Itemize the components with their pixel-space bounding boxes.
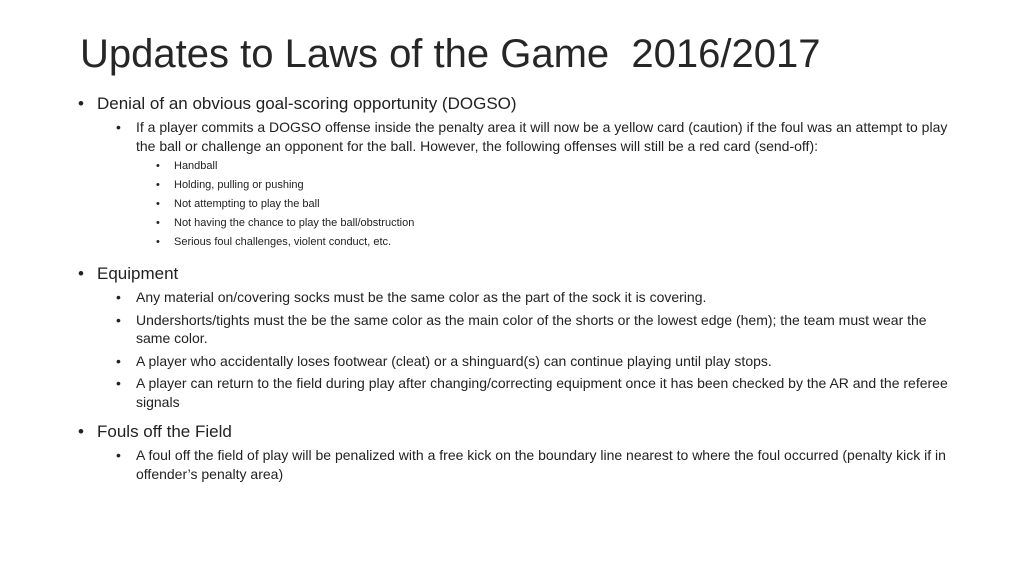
- sub-list-item: [78, 197, 958, 211]
- bullet-icon: •: [116, 119, 121, 135]
- list-item-text: A player can return to the field during play after changing/correcting equipment once it has been checked by the AR and the referee signals: [136, 375, 948, 410]
- sub-list-item-text: Serious foul challenges, violent conduct, etc.: [174, 236, 392, 248]
- bullet-icon: •: [156, 179, 160, 191]
- bullet-icon: •: [156, 160, 160, 172]
- list-item-text: A foul off the field of play will be penalized with a free kick on the boundary line nearest to where the foul occurred (penalty kick if in offender’s penalty area): [136, 447, 946, 482]
- bullet-icon: •: [156, 236, 160, 248]
- section-heading-text: Denial of an obvious goal-scoring opportunity (DOGSO): [97, 94, 517, 113]
- bullet-icon: •: [156, 217, 160, 229]
- sub-list-item: [78, 159, 958, 173]
- section-heading-equipment: [78, 263, 958, 285]
- list-item: [78, 374, 958, 411]
- slide-content: [78, 93, 958, 483]
- bullet-icon: •: [116, 289, 121, 305]
- bullet-icon: •: [78, 264, 84, 283]
- list-item: [78, 352, 958, 371]
- list-item: [78, 288, 958, 307]
- sub-list-item: [78, 235, 958, 249]
- sub-list-item-text: Handball: [174, 160, 218, 172]
- slide-title: Updates to Laws of the Game 2016/2017: [80, 32, 821, 76]
- list-item-text: Undershorts/tights must the be the same color as the main color of the shorts or the lowest edge (hem); the team must wear the same color.: [136, 311, 927, 346]
- bullet-icon: •: [116, 311, 121, 328]
- sub-list-item: [78, 216, 958, 230]
- section-heading-fouls-off-field: [78, 421, 958, 443]
- sub-list-item-text: Not attempting to play the ball: [174, 198, 320, 210]
- list-item-text: If a player commits a DOGSO offense inside the penalty area it will now be a yellow card (caution) if the foul was an attempt to play the ball or challenge an opponent for the ball. However, the following offenses will still be a red card (send-off):: [136, 119, 948, 154]
- bullet-icon: •: [116, 375, 121, 391]
- bullet-icon: •: [78, 422, 84, 441]
- list-item: [78, 446, 958, 483]
- bullet-icon: •: [116, 352, 121, 369]
- bullet-icon: •: [116, 447, 121, 463]
- section-heading-text: Fouls off the Field: [97, 422, 232, 441]
- list-item-text: Any material on/covering socks must be the same color as the part of the sock it is covering.: [136, 289, 707, 305]
- bullet-icon: •: [78, 94, 84, 113]
- section-heading-text: Equipment: [97, 264, 179, 283]
- sub-list-item: [78, 178, 958, 192]
- sub-list-item-text: Not having the chance to play the ball/obstruction: [174, 217, 415, 229]
- list-item: [78, 118, 958, 155]
- list-item: [78, 311, 958, 348]
- sub-list-item-text: Holding, pulling or pushing: [174, 179, 304, 191]
- list-item-text: A player who accidentally loses footwear (cleat) or a shinguard(s) can continue playing until play stops.: [136, 352, 772, 369]
- section-heading-dogso: [78, 93, 958, 115]
- bullet-icon: •: [156, 198, 160, 210]
